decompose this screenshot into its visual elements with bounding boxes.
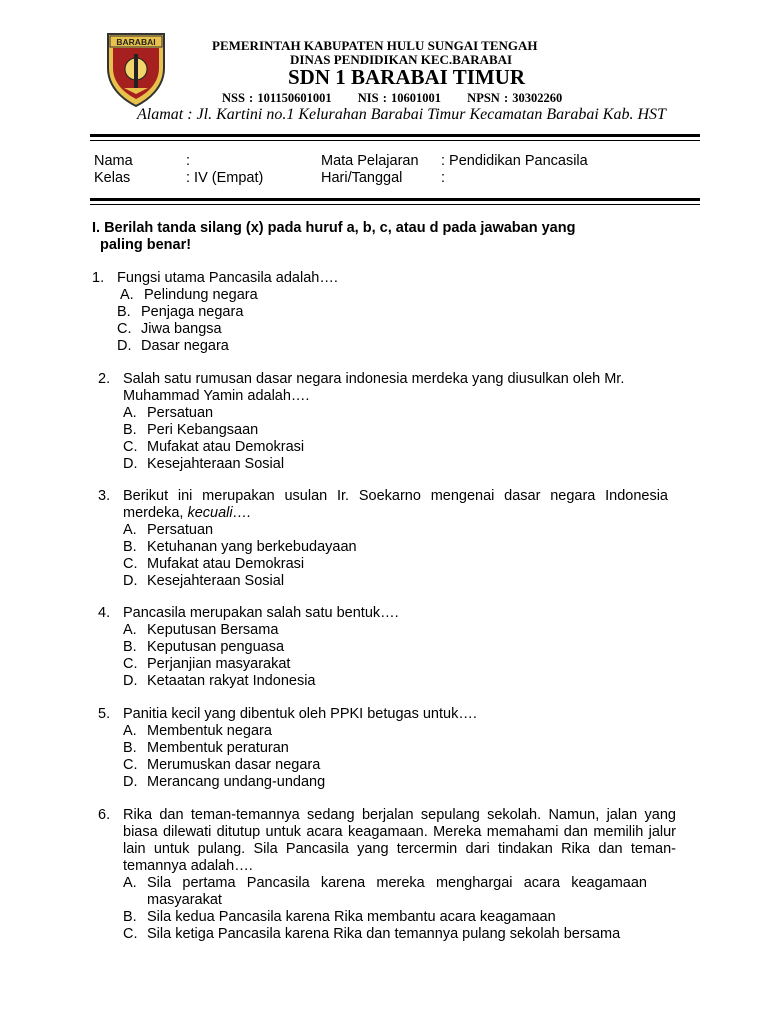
- question-number: 4.: [98, 605, 111, 621]
- option-letter: C.: [123, 439, 138, 455]
- mapel-label: Mata Pelajaran: [321, 153, 419, 169]
- option-letter: A.: [123, 723, 137, 739]
- question-number: 1.: [92, 270, 105, 286]
- option-text: Ketuhanan yang berkebudayaan: [147, 539, 357, 555]
- svg-text:BARABAI: BARABAI: [116, 37, 156, 47]
- option-letter: C.: [117, 321, 132, 337]
- option-text: Kesejahteraan Sosial: [147, 456, 285, 472]
- option-letter: C.: [123, 556, 138, 572]
- kelas-label: Kelas: [94, 170, 131, 186]
- instruction-line: paling benar!: [100, 237, 192, 253]
- option-text: Kesejahteraan Sosial: [147, 573, 285, 589]
- header-divider-thick: [90, 134, 700, 137]
- kop-address: Alamat : Jl. Kartini no.1 Kelurahan Barabai Timur Kecamatan Barabai Kab. HST: [137, 106, 666, 123]
- option-letter: D.: [117, 338, 132, 354]
- question-text: Berikut ini merupakan usulan Ir. Soekarno mengenai dasar negara Indonesia merdeka,: [123, 488, 668, 521]
- option-letter: C.: [123, 656, 138, 672]
- question-text-italic: kecuali….: [187, 505, 252, 521]
- option-letter: D.: [123, 673, 138, 689]
- question-number: 2.: [98, 371, 111, 387]
- option-letter: C.: [123, 757, 138, 773]
- question-6: [98, 807, 676, 943]
- option-text: Sila pertama Pancasila karena mereka menghargai acara keagamaan masyarakat: [147, 875, 647, 908]
- instruction-line: I. Berilah tanda silang (x) pada huruf a, b, c, atau d pada jawaban yang: [92, 220, 576, 236]
- option-text: Sila ketiga Pancasila karena Rika dan temannya pulang sekolah bersama: [147, 926, 621, 942]
- option-letter: A.: [123, 405, 137, 421]
- option-letter: D.: [123, 573, 138, 589]
- option-text: Peri Kebangsaan: [147, 422, 259, 438]
- option-text: Membentuk peraturan: [147, 740, 289, 756]
- option-letter: A.: [123, 522, 137, 538]
- option-letter: D.: [123, 774, 138, 790]
- option-letter: A.: [120, 287, 134, 303]
- option-letter: B.: [117, 304, 131, 320]
- npsn-code: NPSN : 30302260: [467, 91, 563, 105]
- question-1: [92, 270, 672, 355]
- kop-government: PEMERINTAH KABUPATEN HULU SUNGAI TENGAH: [212, 38, 538, 53]
- option-text: Merumuskan dasar negara: [147, 757, 321, 773]
- question-number: 3.: [98, 488, 111, 504]
- hari-value: :: [441, 170, 446, 186]
- option-letter: C.: [123, 926, 138, 942]
- nss-code: NSS : 101150601001: [222, 91, 332, 105]
- question-text: Pancasila merupakan salah satu bentuk….: [123, 605, 399, 621]
- question-text: Fungsi utama Pancasila adalah….: [117, 270, 338, 286]
- kop-codes: [222, 91, 584, 106]
- option-letter: B.: [123, 639, 137, 655]
- question-2: [98, 371, 676, 473]
- option-letter: B.: [123, 740, 137, 756]
- question-text: Salah satu rumusan dasar negara indonesia merdeka yang diusulkan oleh Mr. Muhammad Yamin adalah….: [123, 371, 625, 404]
- option-letter: A.: [123, 875, 137, 891]
- question-4: [98, 605, 678, 690]
- hari-label: Hari/Tanggal: [321, 170, 403, 186]
- nama-value: :: [186, 153, 191, 169]
- question-3: [98, 488, 668, 590]
- option-text: Keputusan penguasa: [147, 639, 285, 655]
- option-letter: A.: [123, 622, 137, 638]
- option-text: Membentuk negara: [147, 723, 272, 739]
- question-5: [98, 706, 678, 791]
- question-text: Rika dan teman-temannya sedang berjalan sepulang sekolah. Namun, jalan yang biasa dilewati ditutup untuk acara keagamaan. Mereka memahami dan memilih jalur lain untuk pulang. Sila Pancasila yang tercermin dari tindakan Rika dan teman-temannya adalah….: [123, 807, 676, 874]
- identity-divider-thick: [90, 198, 700, 201]
- kelas-value: : IV (Empat): [186, 170, 264, 186]
- nama-label: Nama: [94, 153, 133, 169]
- question-number: 6.: [98, 807, 111, 823]
- kop-department: DINAS PENDIDIKAN KEC.BARABAI: [290, 52, 513, 67]
- instruction: [92, 220, 575, 254]
- question-number: 5.: [98, 706, 111, 722]
- nis-code: NIS : 10601001: [357, 91, 442, 105]
- option-text: Keputusan Bersama: [147, 622, 279, 638]
- option-text: Mufakat atau Demokrasi: [147, 439, 305, 455]
- option-text: Pelindung negara: [144, 287, 258, 303]
- question-text: Panitia kecil yang dibentuk oleh PPKI betugas untuk….: [123, 706, 477, 722]
- kop-school-name: SDN 1 BARABAI TIMUR: [288, 65, 526, 89]
- option-text: Dasar negara: [141, 338, 229, 354]
- option-text: Persatuan: [147, 405, 214, 421]
- option-text: Merancang undang-undang: [147, 774, 326, 790]
- option-text: Mufakat atau Demokrasi: [147, 556, 305, 572]
- option-letter: B.: [123, 539, 137, 555]
- option-text: Persatuan: [147, 522, 214, 538]
- barabai-emblem-icon: [104, 30, 168, 108]
- option-text: Jiwa bangsa: [141, 321, 222, 337]
- option-text: Ketaatan rakyat Indonesia: [147, 673, 316, 689]
- option-letter: B.: [123, 909, 137, 925]
- header-divider-thin: [90, 140, 700, 141]
- option-text: Perjanjian masyarakat: [147, 656, 291, 672]
- identity-divider-thin: [90, 204, 700, 205]
- option-letter: D.: [123, 456, 138, 472]
- option-text: Sila kedua Pancasila karena Rika membantu acara keagamaan: [147, 909, 556, 925]
- option-text: Penjaga negara: [141, 304, 244, 320]
- mapel-value: : Pendidikan Pancasila: [441, 153, 588, 169]
- option-letter: B.: [123, 422, 137, 438]
